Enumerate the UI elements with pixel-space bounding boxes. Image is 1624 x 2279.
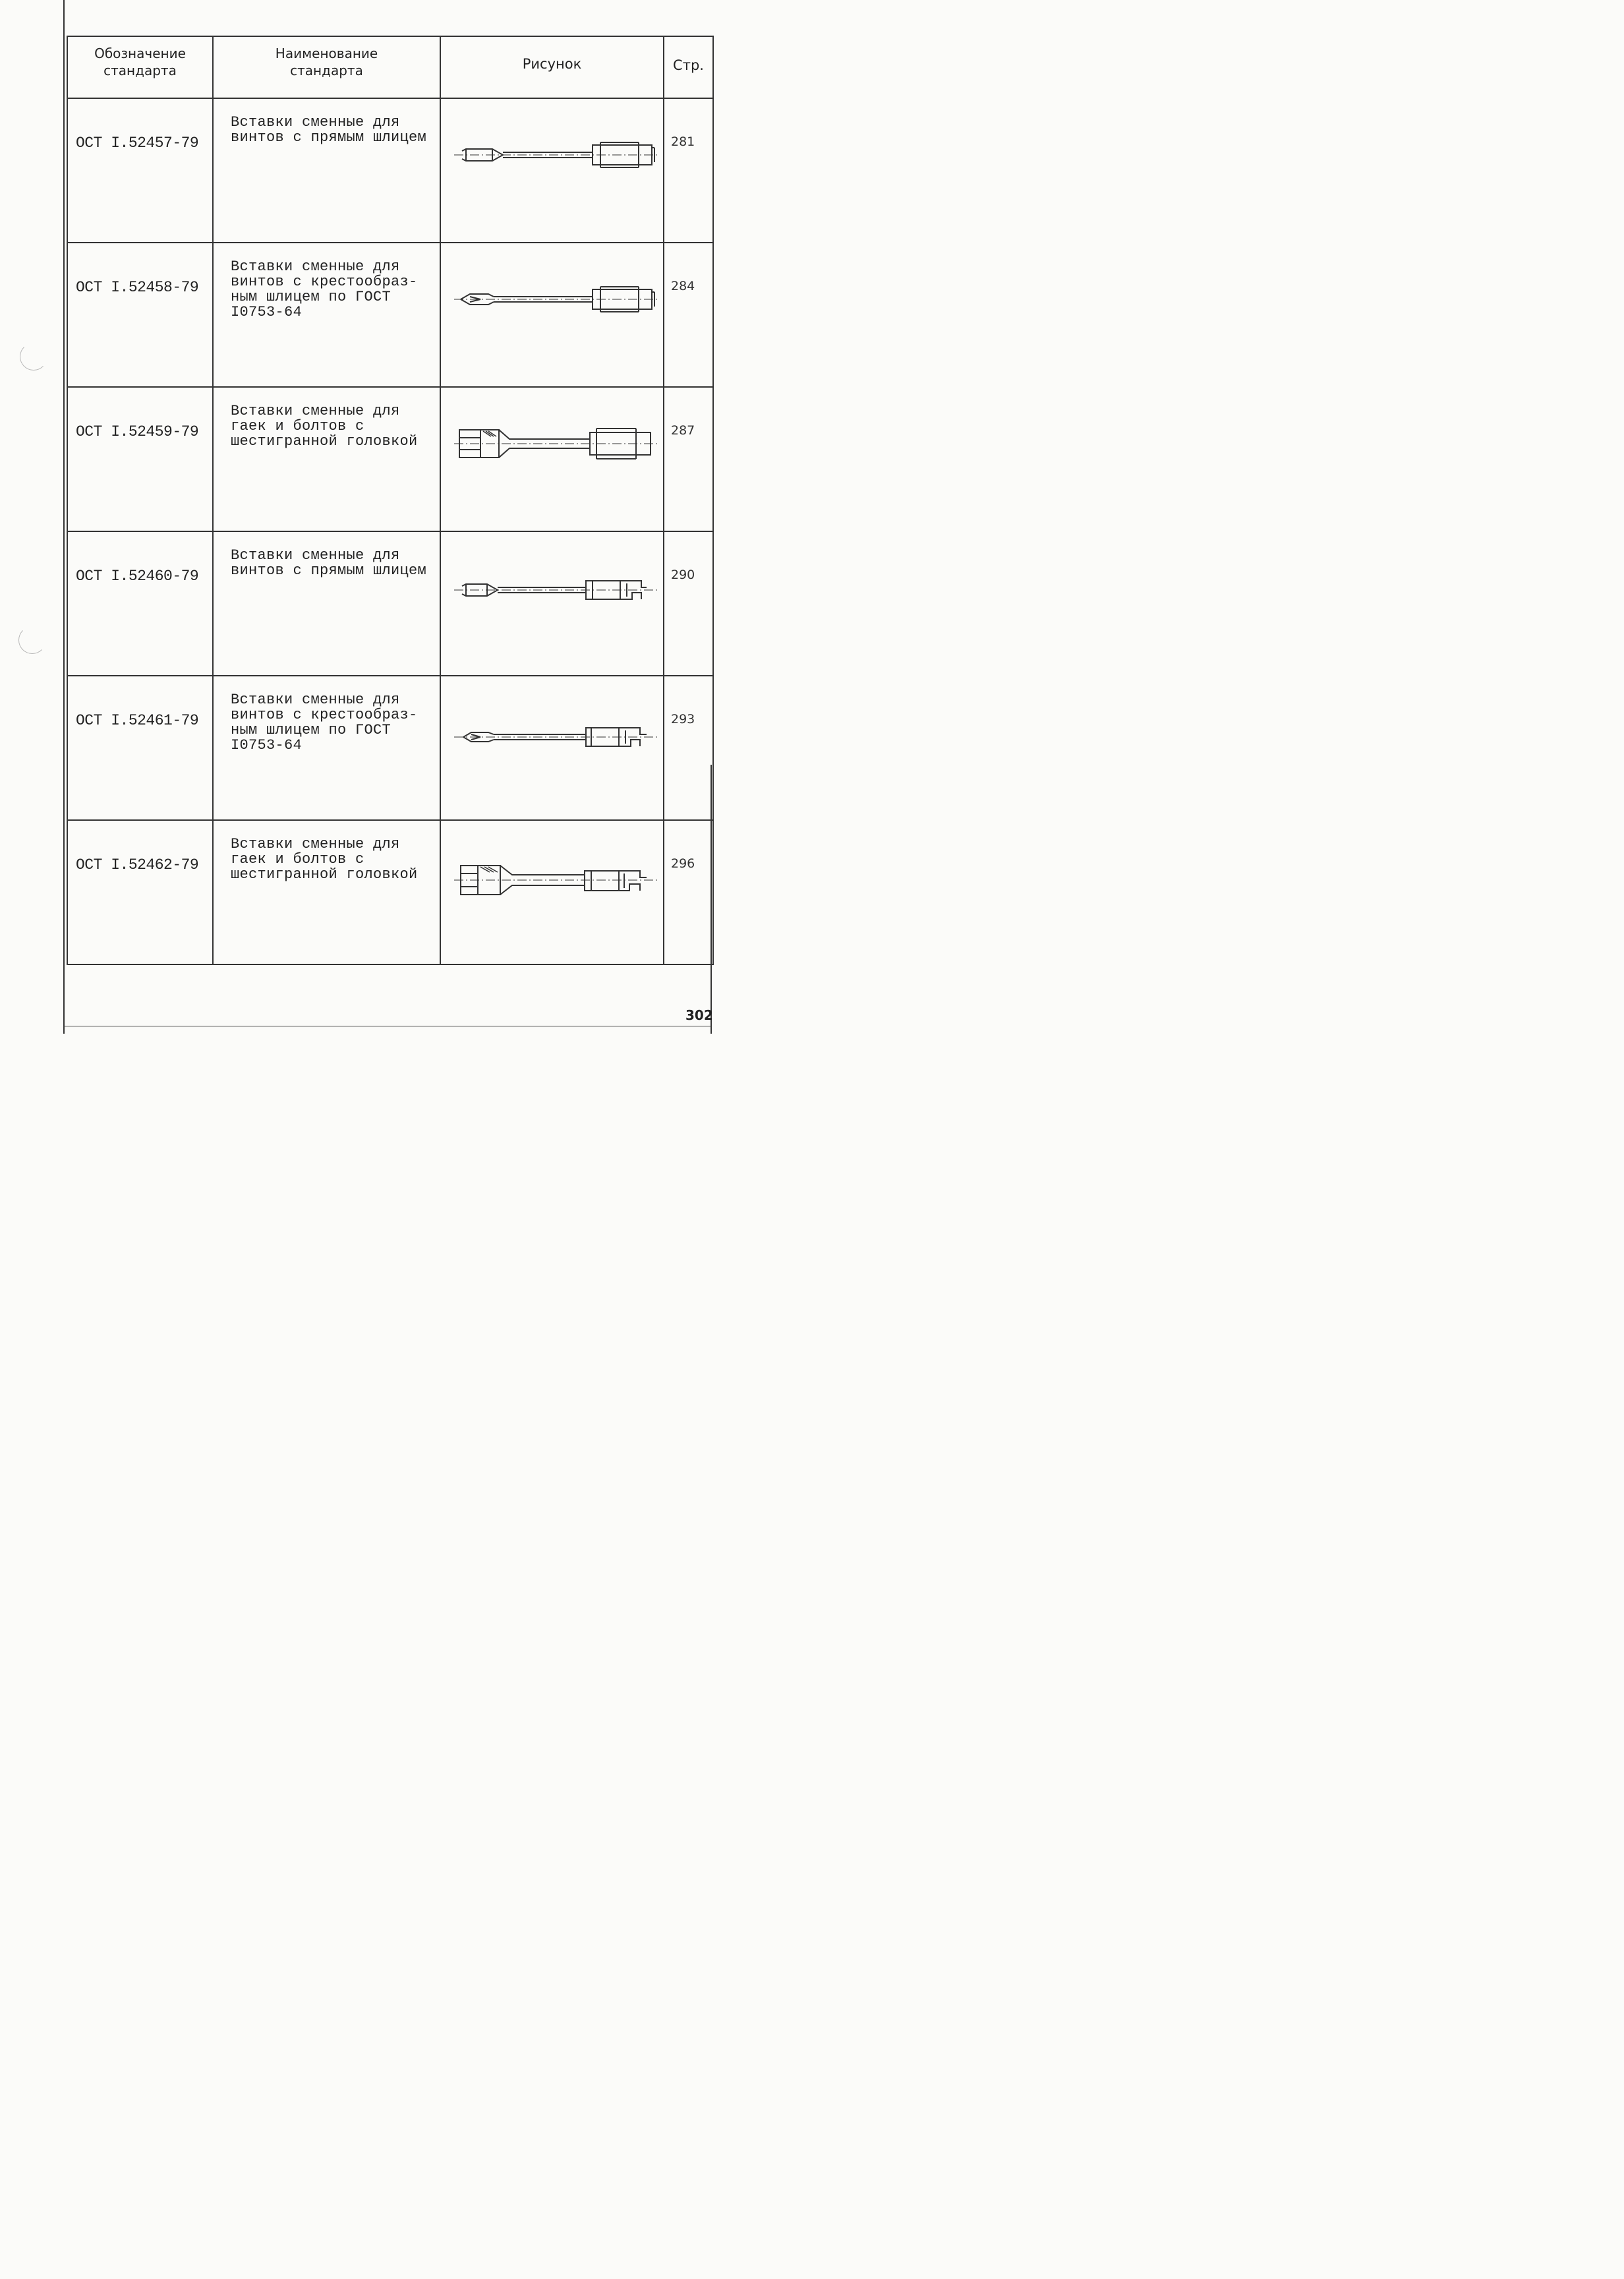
- table-header-row: [67, 36, 713, 98]
- drawing-cell: [440, 243, 664, 387]
- page-reference: 293: [664, 676, 713, 820]
- standard-name: Вставки сменные для винтов с прямым шлицем: [213, 98, 440, 243]
- standard-name: Вставки сменные для винтов с прямым шлицем: [213, 531, 440, 676]
- paper-smudge: [20, 343, 47, 370]
- standards-index-table: [67, 36, 714, 965]
- header-name: Наименование стандарта: [213, 36, 440, 98]
- standard-name: Вставки сменные для винтов с крестообраз- ным шлицем по ГОСТ I0753-64: [213, 243, 440, 387]
- header-code: Обозначение стандарта: [67, 36, 213, 98]
- table-row: [67, 98, 713, 243]
- drawing-cell: [440, 387, 664, 531]
- paper-smudge: [18, 626, 46, 654]
- standard-name: Вставки сменные для гаек и болтов с шестигранной головкой: [213, 820, 440, 964]
- table-row: [67, 820, 713, 964]
- standard-name: Вставки сменные для винтов с крестообраз- ным шлицем по ГОСТ I0753-64: [213, 676, 440, 820]
- page-reference: 296: [664, 820, 713, 964]
- standard-name: Вставки сменные для гаек и болтов с шестигранной головкой: [213, 387, 440, 531]
- page-reference: 290: [664, 531, 713, 676]
- table-row: [67, 243, 713, 387]
- page-reference: 284: [664, 243, 713, 387]
- standard-code: ОСТ I.52459-79: [67, 387, 213, 531]
- cross-tip-bit-keyed-drawing: [454, 709, 658, 762]
- table-row: [67, 387, 713, 531]
- hex-socket-bit-keyed-drawing: [454, 854, 658, 906]
- standard-code: ОСТ I.52461-79: [67, 676, 213, 820]
- hex-socket-bit-splined-drawing: [454, 421, 658, 467]
- standard-code: ОСТ I.52458-79: [67, 243, 213, 387]
- drawing-cell: [440, 98, 664, 243]
- standard-code: ОСТ I.52457-79: [67, 98, 213, 243]
- table-row: [67, 676, 713, 820]
- cross-tip-bit-splined-drawing: [454, 276, 658, 322]
- header-picture: Рисунок: [440, 36, 664, 98]
- page-reference: 287: [664, 387, 713, 531]
- standard-code: ОСТ I.52460-79: [67, 531, 213, 676]
- drawing-cell: [440, 820, 664, 964]
- standard-code: ОСТ I.52462-79: [67, 820, 213, 964]
- table-row: [67, 531, 713, 676]
- header-page: Стр.: [664, 36, 713, 98]
- flat-tip-bit-splined-drawing: [454, 132, 658, 178]
- page-number: 302: [685, 1007, 713, 1023]
- drawing-cell: [440, 676, 664, 820]
- drawing-cell: [440, 531, 664, 676]
- page-reference: 281: [664, 98, 713, 243]
- flat-tip-bit-keyed-drawing: [454, 565, 658, 611]
